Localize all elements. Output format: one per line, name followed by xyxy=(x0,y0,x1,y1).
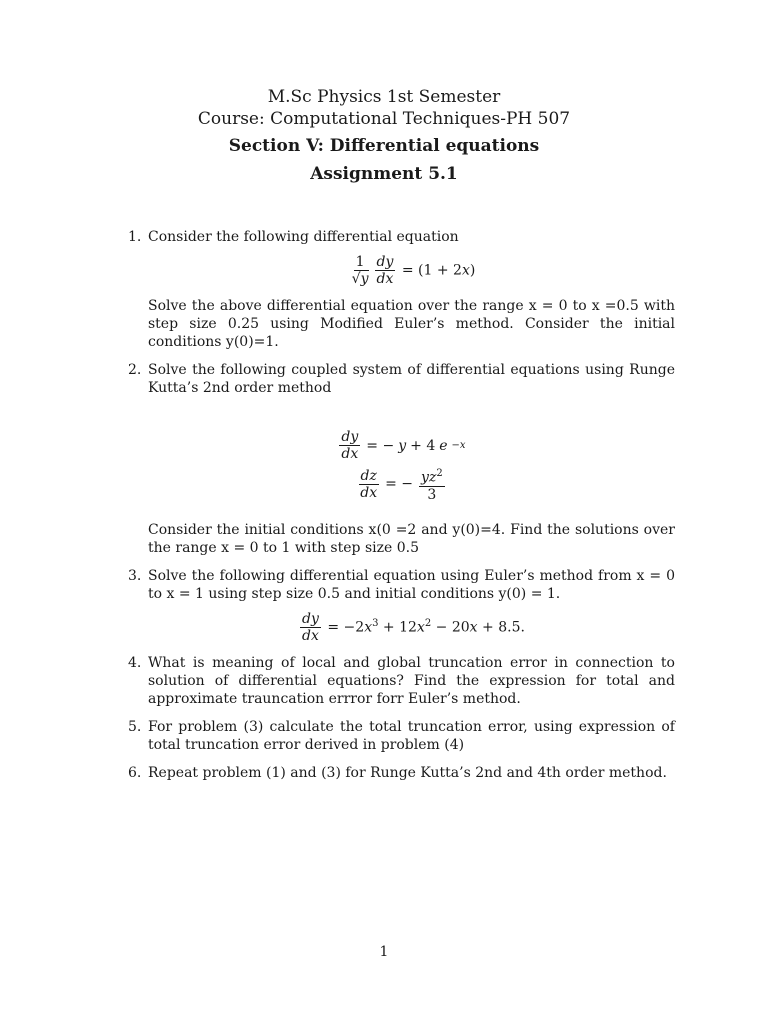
problem-3 xyxy=(120,567,675,644)
problem-number: 4. xyxy=(128,654,142,671)
page-number: 1 xyxy=(379,944,389,960)
problem-5 xyxy=(120,718,675,754)
problem-6 xyxy=(120,764,675,782)
problem-number: 1. xyxy=(128,229,142,245)
problem-text: Repeat problem (1) and (3) for Runge Kutta’s 2nd and 4th order method. xyxy=(148,764,667,781)
problem-text-continued: Consider the initial conditions x(0 =2 and y(0)=4. Find the solutions over the range x = 0 to 1 with step size 0.5 xyxy=(148,521,675,556)
problem-number: 2. xyxy=(128,362,142,378)
title-line-course: Course: Computational Techniques-PH 507 xyxy=(197,109,571,129)
problem-1 xyxy=(120,228,675,351)
section-heading: Section V: Differential equations xyxy=(228,136,540,156)
problem-2 xyxy=(120,361,675,557)
problem-text: Solve the following coupled system of differential equations using Runge Kutta’s 2nd order method xyxy=(148,362,675,396)
problem-text: What is meaning of local and global truncation error in connection to solution of differential equations? Find the expression for total and approximate trauncation errror forr Euler’s method. xyxy=(148,654,675,707)
problem-text: For problem (3) calculate the total truncation error, using expression of total truncation error derived in problem (4) xyxy=(148,718,675,753)
problem-number: 5. xyxy=(128,718,142,735)
problem-text: Consider the following differential equation xyxy=(148,229,459,245)
equation-system: $\frac{dy}{dx}$ = − y + 4 e −x $\frac{dz}{dx}$ = − $\frac{yz^2}{3}$ xyxy=(341,429,466,503)
problem-text: Solve the following differential equation using Euler’s method from x = 0 to x = 1 using step size 0.5 and initial conditions y(0) = 1. xyxy=(148,567,675,602)
problem-list xyxy=(120,228,675,792)
equation-3: $\frac{dy}{dx}$ = $-2x^3 + 12x^2 - 20x + 8.5$. xyxy=(302,610,525,644)
assignment-heading: Assignment 5.1 xyxy=(310,164,458,184)
title-line-program: M.Sc Physics 1st Semester xyxy=(267,87,501,107)
equation-1: $\frac{1}{√y}$ $\frac{dy}{dx}$ = (1 + 2x) xyxy=(351,254,476,287)
problem-4 xyxy=(120,654,675,708)
document-title xyxy=(0,86,768,130)
problem-number: 6. xyxy=(128,764,142,781)
problem-number: 3. xyxy=(128,567,142,584)
problem-text-continued: Solve the above differential equation over the range x = 0 to x =0.5 with step size 0.25 using Modified Euler’s method. Consider the initial conditions y(0)=1. xyxy=(148,298,675,350)
